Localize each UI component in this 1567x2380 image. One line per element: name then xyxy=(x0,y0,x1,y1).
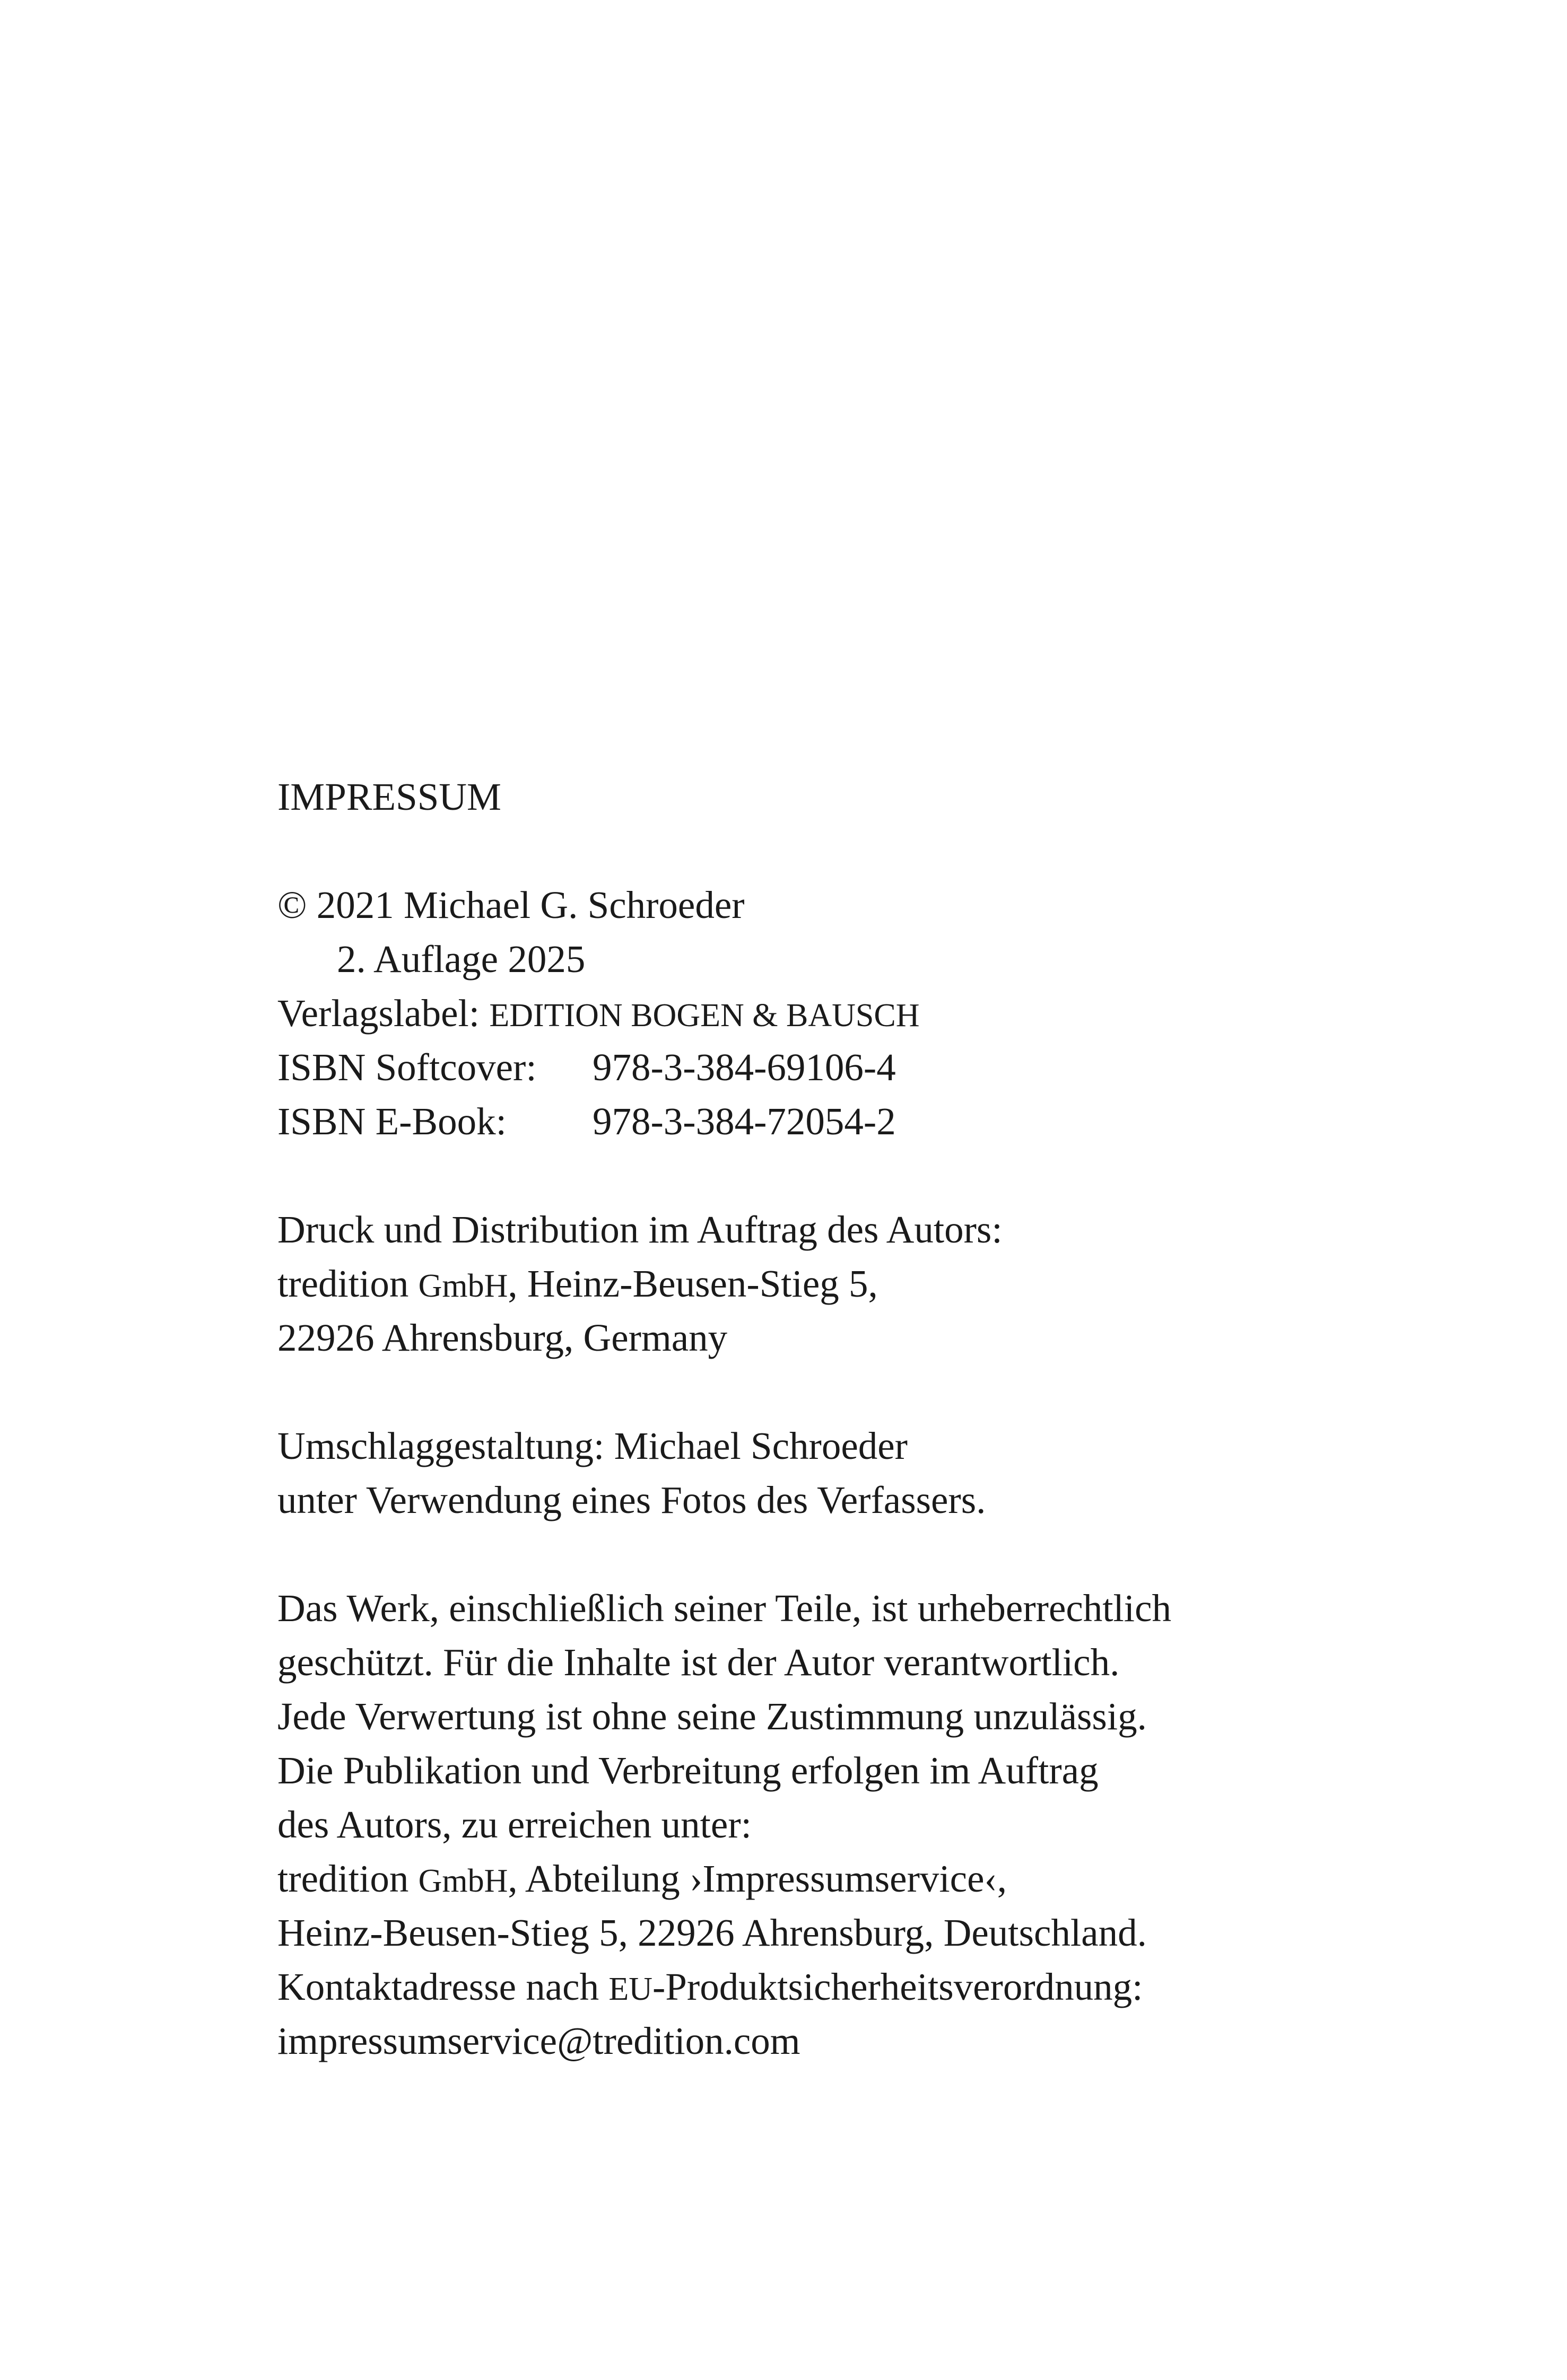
rechte-line-8 xyxy=(277,1960,1338,2014)
druck-publisher-name: tredition xyxy=(277,1262,419,1305)
druck-line-2 xyxy=(277,1257,1338,1311)
isbn-ebook-label: ISBN E-Book: xyxy=(277,1100,507,1143)
spacer xyxy=(277,824,1338,878)
verlagslabel-value: EDITION BOGEN & BAUSCH xyxy=(489,998,920,1034)
druck-publisher-address: , Heinz-Beusen-Stieg 5, xyxy=(508,1262,878,1305)
rechte-line-1: Das Werk, einschließlich seiner Teile, ist urheberrechtlich xyxy=(277,1587,1171,1630)
rechte-line-3: Jede Verwertung ist ohne seine Zustimmung unzulässig. xyxy=(277,1695,1147,1738)
rechte-line-5: des Autors, zu erreichen unter: xyxy=(277,1803,752,1846)
verlagslabel-line xyxy=(277,986,1338,1040)
rechte-contact-suffix: -Produktsicherheitsverordnung: xyxy=(652,1965,1143,2008)
rechte-line-4: Die Publikation und Verbreitung erfolgen im Auftrag xyxy=(277,1749,1099,1792)
umschlag-line-1: Umschlaggestaltung: Michael Schroeder xyxy=(277,1424,908,1467)
druck-line-1: Druck und Distribution im Auftrag des Autors: xyxy=(277,1208,1003,1251)
rechte-line-6 xyxy=(277,1852,1338,1906)
umschlag-line-2: unter Verwendung eines Fotos des Verfassers. xyxy=(277,1478,986,1521)
rechte-department: , Abteilung ›Impressumservice‹, xyxy=(508,1857,1007,1900)
rechte-line-7: Heinz-Beusen-Stieg 5, 22926 Ahrensburg, Deutschland. xyxy=(277,1911,1147,1954)
contact-email: impressumservice@tredition.com xyxy=(277,2019,800,2062)
druck-publisher-form: GmbH xyxy=(418,1268,508,1304)
rechte-publisher-form: GmbH xyxy=(418,1863,508,1899)
edition-line: 2. Auflage 2025 xyxy=(337,938,586,981)
isbn-ebook-line xyxy=(277,1095,1338,1149)
rechte-eu: EU xyxy=(608,1971,652,2007)
isbn-softcover-value: 978-3-384-69106-4 xyxy=(593,1046,896,1089)
isbn-softcover-line xyxy=(277,1040,1338,1095)
copyright-line: © 2021 Michael G. Schroeder xyxy=(277,883,745,926)
isbn-ebook-value: 978-3-384-72054-2 xyxy=(593,1100,896,1143)
spacer xyxy=(277,1527,1338,1581)
rechte-line-2: geschützt. Für die Inhalte ist der Autor verantwortlich. xyxy=(277,1641,1120,1684)
impressum-heading: IMPRESSUM xyxy=(277,775,501,818)
druck-line-3: 22926 Ahrensburg, Germany xyxy=(277,1316,728,1359)
impressum-block xyxy=(277,770,1338,2068)
spacer xyxy=(277,1149,1338,1203)
rechte-contact-prefix: Kontaktadresse nach xyxy=(277,1965,609,2008)
verlagslabel-label: Verlagslabel: xyxy=(277,992,480,1035)
spacer xyxy=(277,1365,1338,1419)
rechte-publisher-name: tredition xyxy=(277,1857,419,1900)
isbn-softcover-label: ISBN Softcover: xyxy=(277,1046,537,1089)
